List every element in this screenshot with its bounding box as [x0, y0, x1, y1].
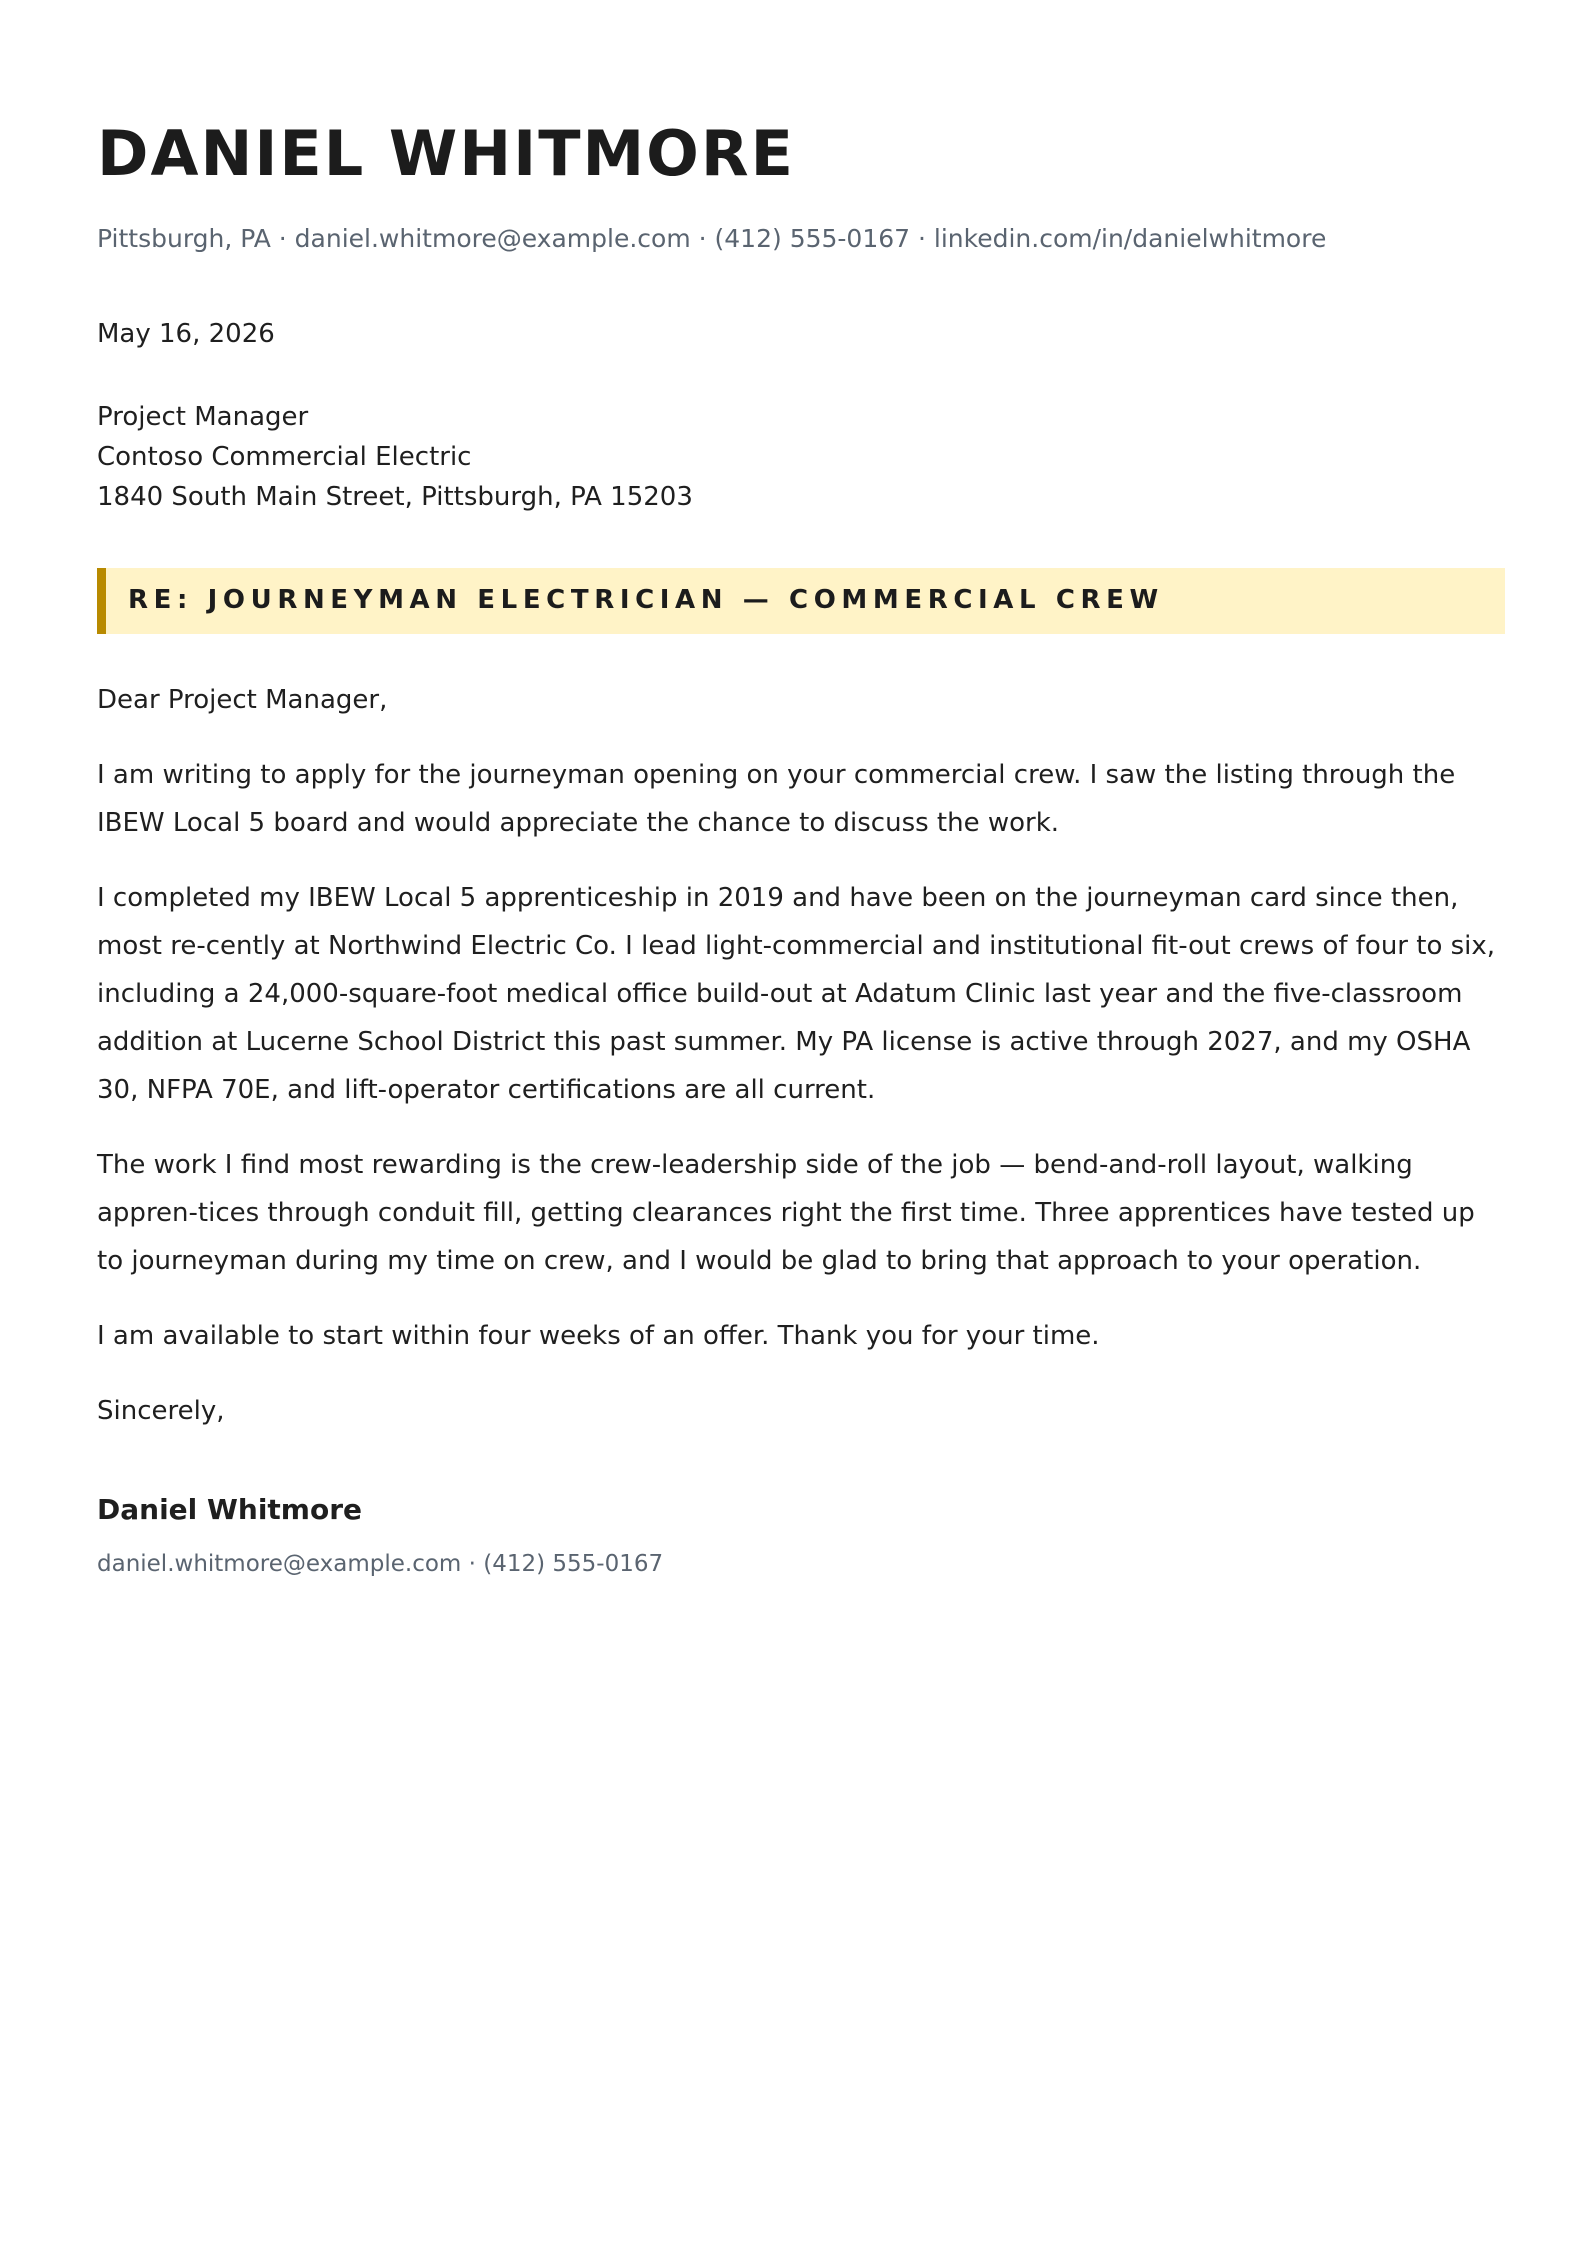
letter-body	[97, 676, 1505, 1462]
signature-name: Daniel Whitmore	[97, 1493, 363, 1526]
body-paragraph: I completed my IBEW Local 5 apprenticeship in 2019 and have been on the journeyman card since then, most re-cently at Northwind Electric Co. I lead light-commercial and institutional fit-out crews of four to six, including a 24,000-square-foot medical office build-out at Adatum Clinic last year and the five-classroom addition at Lucerne School District this past summer. My PA license is active through 2027, and my OSHA 30, NFPA 70E, and lift-operator certifications are all current.	[97, 883, 1496, 1105]
subject-line: RE: JOURNEYMAN ELECTRICIAN — COMMERCIAL CREW	[128, 585, 1164, 615]
salutation: Dear Project Manager,	[97, 685, 388, 715]
body-paragraph: The work I find most rewarding is the crew-leadership side of the job — bend-and-roll layout, walking appren-tices through conduit fill, getting clearances right the first time. Three apprentices have tested up to journeyman during my time on crew, and I would be glad to bring that approach to your operation.	[97, 1150, 1475, 1276]
body-paragraph: I am writing to apply for the journeyman opening on your commercial crew. I saw the listing through the IBEW Local 5 board and would appreciate the chance to discuss the work.	[97, 760, 1456, 838]
applicant-name: DANIEL WHITMORE	[97, 117, 795, 190]
contact-line: Pittsburgh, PA · daniel.whitmore@example.com · (412) 555-0167 · linkedin.com/in/danielwhitmore	[97, 224, 1327, 253]
closing: Sincerely,	[97, 1396, 225, 1426]
letter-date: May 16, 2026	[97, 319, 275, 349]
subject-banner	[97, 568, 1505, 634]
body-paragraph: I am available to start within four weeks of an offer. Thank you for your time.	[97, 1321, 1100, 1351]
recipient-address: 1840 South Main Street, Pittsburgh, PA 15203	[97, 482, 693, 512]
recipient-title: Project Manager	[97, 402, 309, 432]
recipient-company: Contoso Commercial Electric	[97, 442, 472, 472]
signature-contact: daniel.whitmore@example.com · (412) 555-0167	[97, 1551, 664, 1577]
recipient-block	[97, 397, 693, 517]
